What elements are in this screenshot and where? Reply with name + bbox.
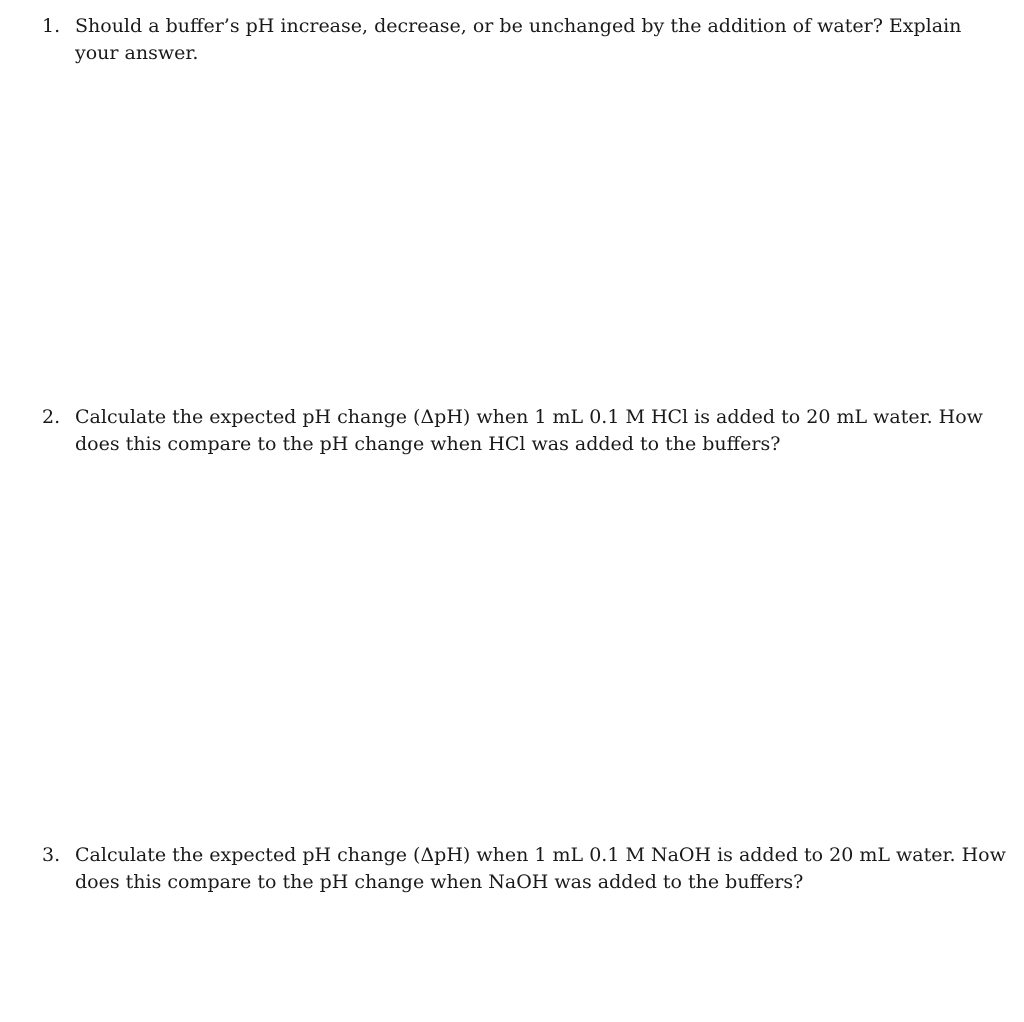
question-number: 3.	[42, 844, 61, 866]
answer-space-3	[75, 901, 1005, 1011]
question-3	[42, 842, 1007, 896]
answer-space-2	[75, 463, 1005, 828]
question-number: 2.	[42, 406, 61, 428]
answer-space-1	[75, 72, 1005, 392]
question-2	[42, 404, 1007, 458]
question-number: 1.	[42, 15, 61, 37]
question-1	[42, 13, 1007, 67]
question-text: Calculate the expected pH change (ΔpH) when 1 mL 0.1 M NaOH is added to 20 mL water. How does this compare to the pH change when NaOH was added to the buffers?	[75, 844, 1006, 893]
question-text: Calculate the expected pH change (ΔpH) when 1 mL 0.1 M HCl is added to 20 mL water. How does this compare to the pH change when HCl was added to the buffers?	[75, 406, 983, 455]
question-text: Should a buffer’s pH increase, decrease, or be unchanged by the addition of water? Explain your answer.	[75, 15, 962, 64]
